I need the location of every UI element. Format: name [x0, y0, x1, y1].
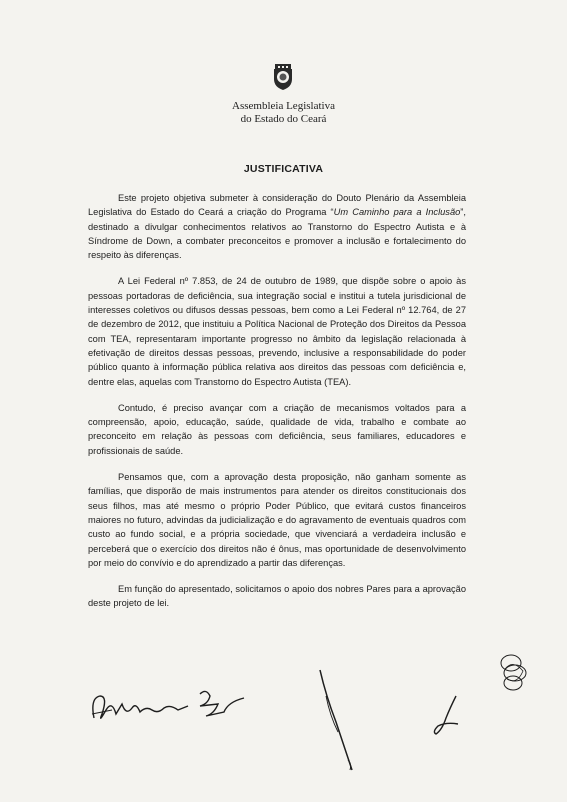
handwritten-signature-1: [88, 684, 258, 730]
institution-name-line1: Assembleia Legislativa: [232, 100, 335, 112]
institution-name-line2: do Estado do Ceará: [240, 113, 327, 125]
handwritten-signature-3: [428, 694, 472, 738]
paragraph-4: Pensamos que, com a aprovação desta proposição, não ganham somente as famílias, que disporão de mais instrumentos para atender os direitos constitucionais dos seus filhos, mas até mesmo o próprio Poder Público, que evitará custos financeiros maiores no futuro, advindas da judicialização e do agravamento de eventuais quadros com custo ao fundo social, e a própria sociedade, que vivenciará a verdadeira inclusão e perceberá que o exercício dos direitos não é ônus, mas oportunidade de desenvolvimento por meio do convívio e do aprendizado a partir das diferenças.: [88, 472, 466, 568]
paragraph-1: [88, 191, 466, 262]
handwritten-signature-2: [312, 666, 362, 776]
coat-of-arms-icon: [272, 64, 294, 90]
document-title: JUSTIFICATIVA: [243, 163, 324, 175]
rubric-stamp-icon: [497, 651, 531, 693]
paragraph-1-text-a: Este projeto objetiva submeter à consideração do Douto Plenário da Assembleia Legislativa do Estado do Ceará a criação do Programa “: [88, 193, 466, 218]
program-name: Um Caminho para a Inclusão: [333, 207, 461, 218]
paragraph-5: Em função do apresentado, solicitamos o apoio dos nobres Pares para a aprovação deste projeto de lei.: [88, 584, 466, 609]
document-body: [88, 191, 466, 623]
paragraph-1-text-b: ”, destinado a divulgar conhecimentos relativos ao Transtorno do Espectro Autista e à Síndrome de Down, a combater preconceitos e promover a inclusão e fortalecimento do respeito às diferenças.: [88, 207, 466, 261]
paragraph-3: Contudo, é preciso avançar com a criação de mecanismos voltados para a compreensão, apoio, educação, saúde, qualidade de vida, trabalho e combate ao preconceito em relação às pessoas com deficiência, seus familiares, educadores e profissionais de saúde.: [88, 402, 466, 456]
paragraph-2: A Lei Federal nº 7.853, de 24 de outubro de 1989, que dispõe sobre o apoio às pessoas portadoras de deficiência, sua integração social e institui a tutela jurisdicional de interesses coletivos ou difusos dessas pessoas, bem como a Lei Federal nº 12.764, de 27 de dezembro de 2012, que instituiu a Política Nacional de Proteção dos Direitos da Pessoa com TEA, representaram importante progresso no âmbito da legislação relacionada à efetivação de direitos dessas pessoas, prevendo, inclusive a responsabilidade do poder público quanto à informação pública relativa aos direitos das pessoas com deficiência e, dentre elas, aquelas com Transtorno do Espectro Autista (TEA).: [88, 276, 466, 387]
